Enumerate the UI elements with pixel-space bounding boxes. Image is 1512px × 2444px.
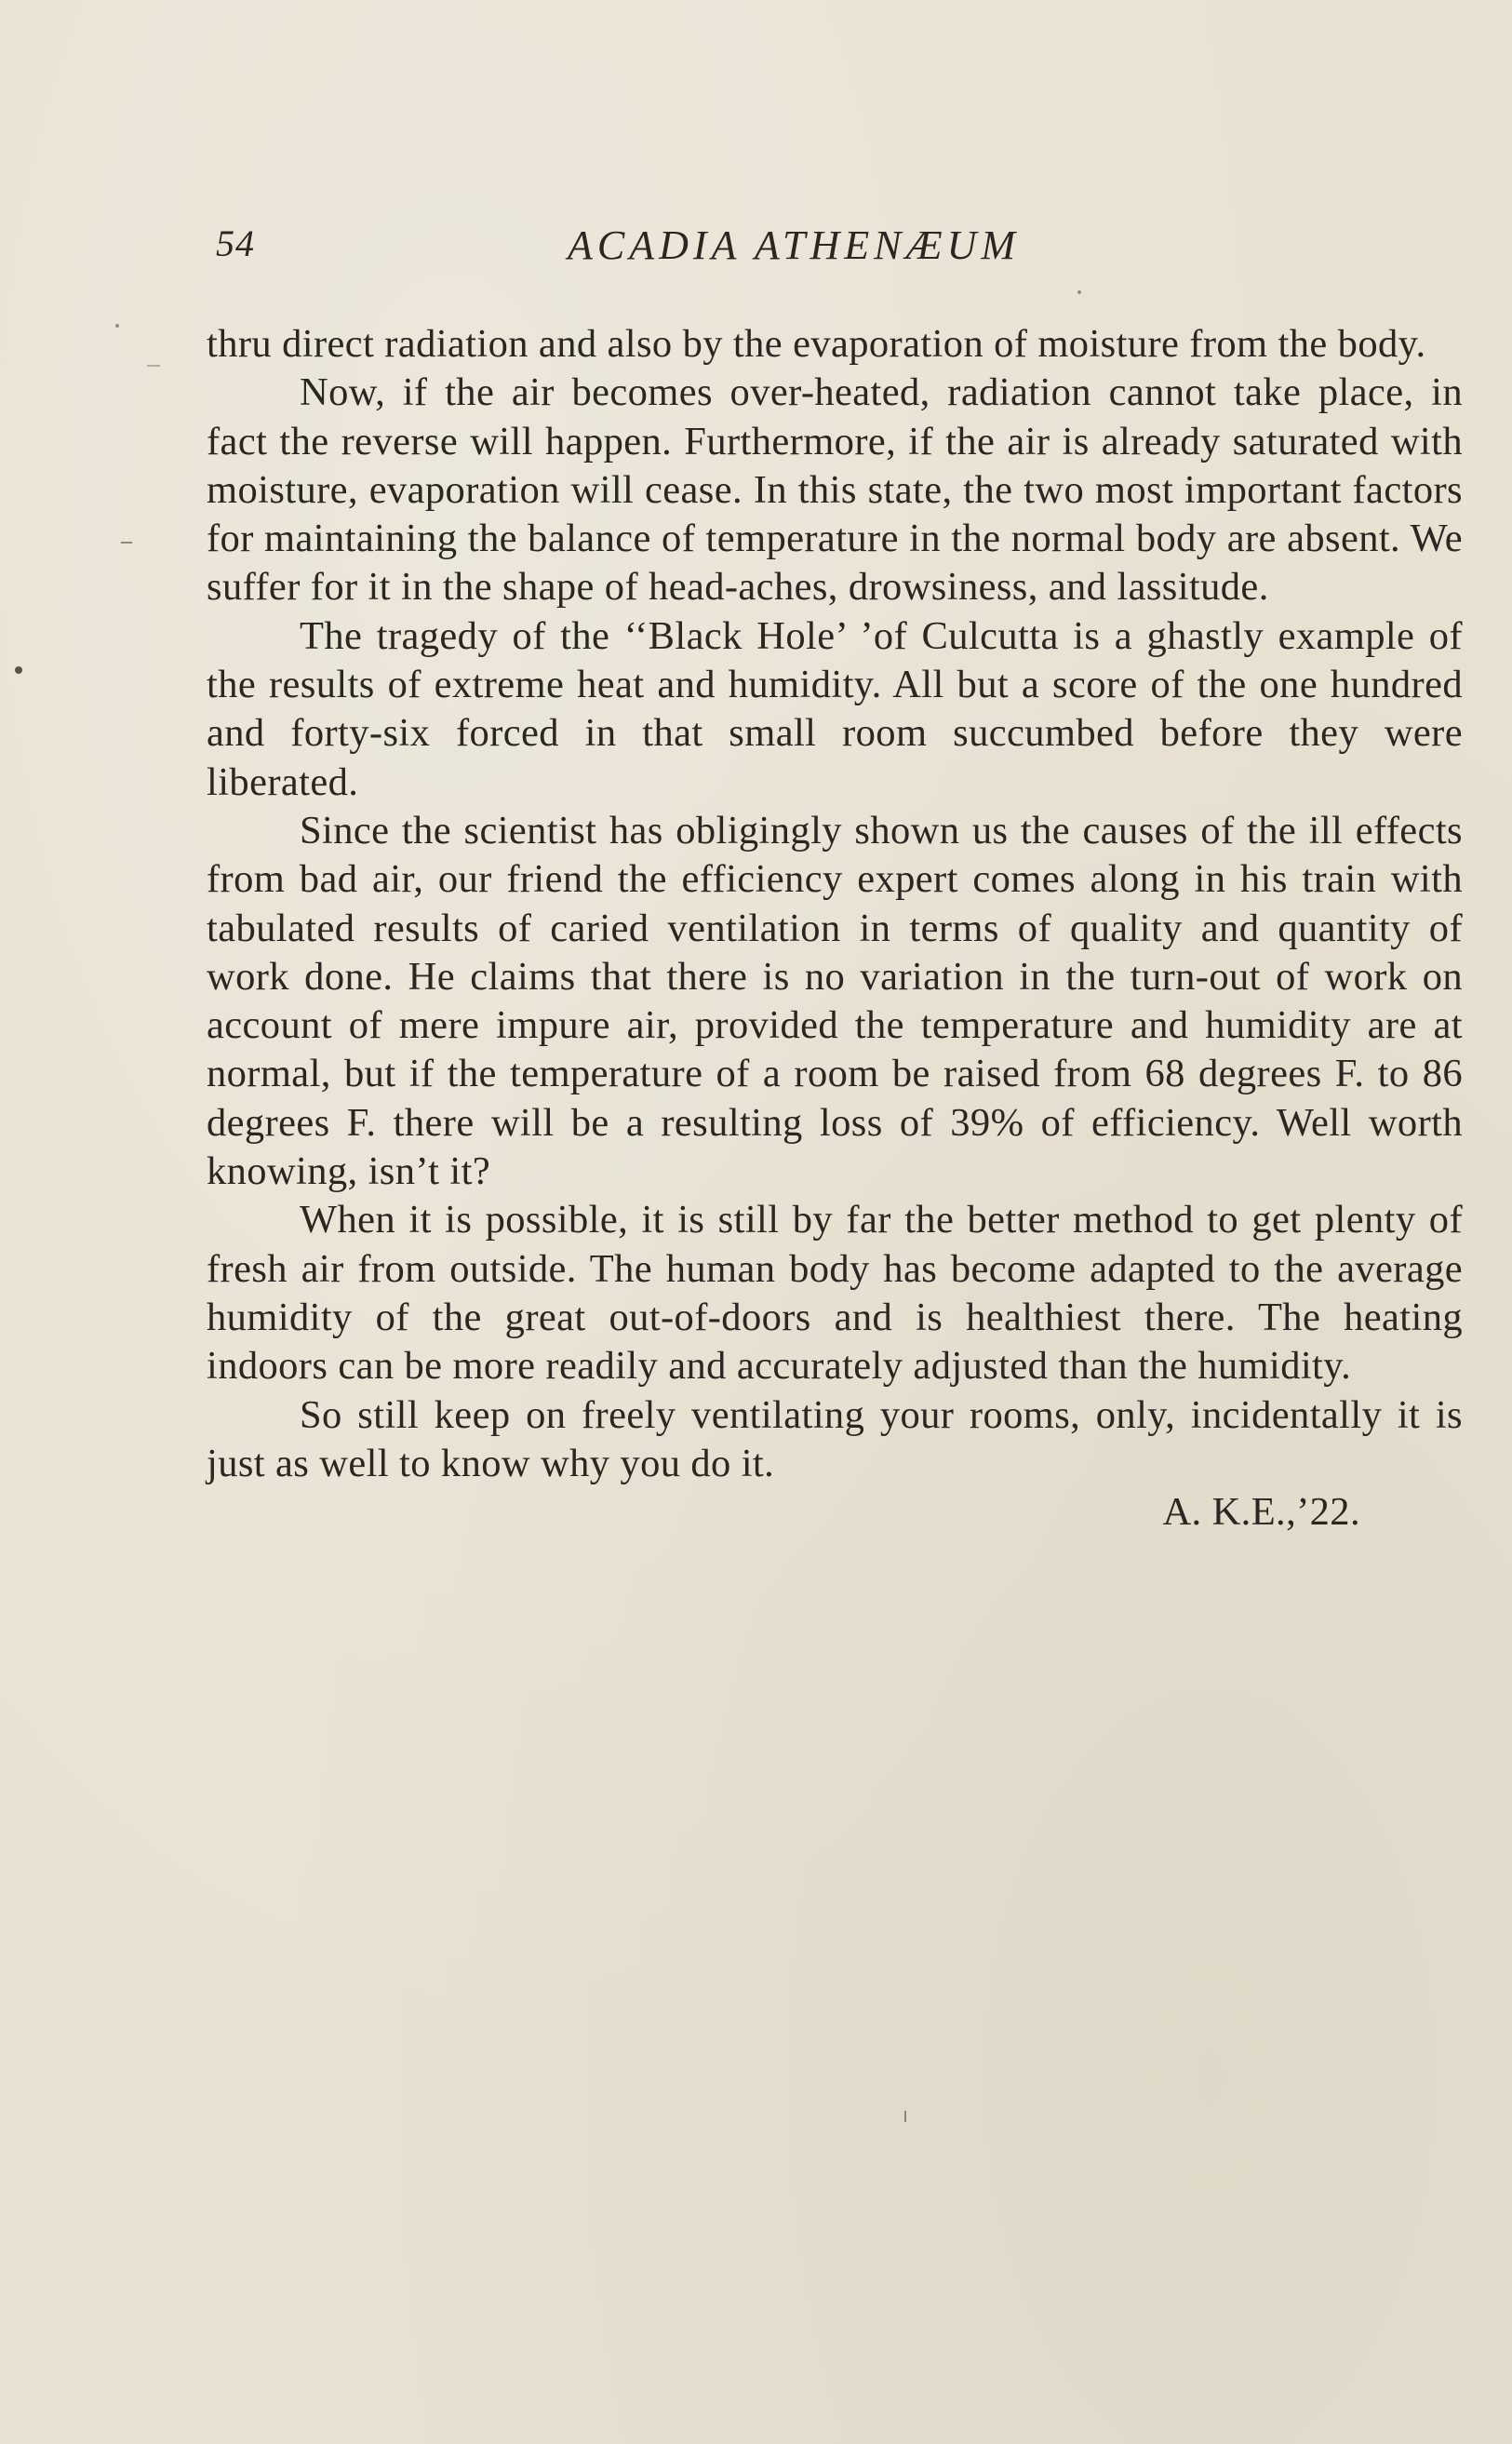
paragraph-5: When it is possible, it is still by far the better method to get plenty of fresh air from outside. The human body has become adapted to the average humidity of the great out-of-doors and is healthiest there. The heating indoors can be more readily and accurately adjusted than the humidity. [207, 1198, 1463, 1389]
journal-title: ACADIA ATHENÆUM [568, 222, 1021, 268]
scan-mark [147, 365, 160, 367]
scan-speck [15, 666, 22, 674]
article-body [207, 320, 1463, 1537]
scan-mark [121, 542, 132, 544]
scan-mark [904, 2111, 906, 2122]
author-signature: A. K.E.,’22. [1162, 1490, 1360, 1535]
page-number: 54 [216, 222, 255, 264]
paragraph-4: Since the scientist has obligingly shown us the causes of the ill effects from bad air, our friend the efficiency expert comes along in his train with tabulated results of caried ventilation in terms of quality and quantity of work done. He claims that there is no variation in the turn-out of work on account of mere impure air, provided the temperature and humidity are at normal, but if the temperature of a room be raised from 68 degrees F. to 86 degrees F. there will be a resulting loss of 39% of efficiency. Well worth knowing, isn’t it? [207, 808, 1463, 1194]
scan-speck [115, 324, 119, 328]
paragraph-1: thru direct radiation and also by the evaporation of moisture from the body. [207, 322, 1426, 366]
paragraph-6: So still keep on freely ventilating your rooms, only, incidentally it is just as well to know why you do it. [207, 1392, 1463, 1485]
paragraph-3: The tragedy of the ‘‘Black Hole’ ’of Culcutta is a ghastly example of the results of extreme heat and humidity. All but a score of the one hundred and forty-six forced in that small room succumbed before they were liberated. [207, 613, 1463, 804]
scan-speck [1077, 290, 1081, 294]
running-head [216, 222, 1461, 277]
paragraph-2: Now, if the air becomes over-heated, radiation cannot take place, in fact the reverse will happen. Furthermore, if the air is already saturated with moisture, evaporation will cease. In this state, the two most important factors for maintaining the balance of temperature in the normal body are absent. We suffer for it in the shape of head-aches, drowsiness, and lassitude. [207, 370, 1463, 610]
